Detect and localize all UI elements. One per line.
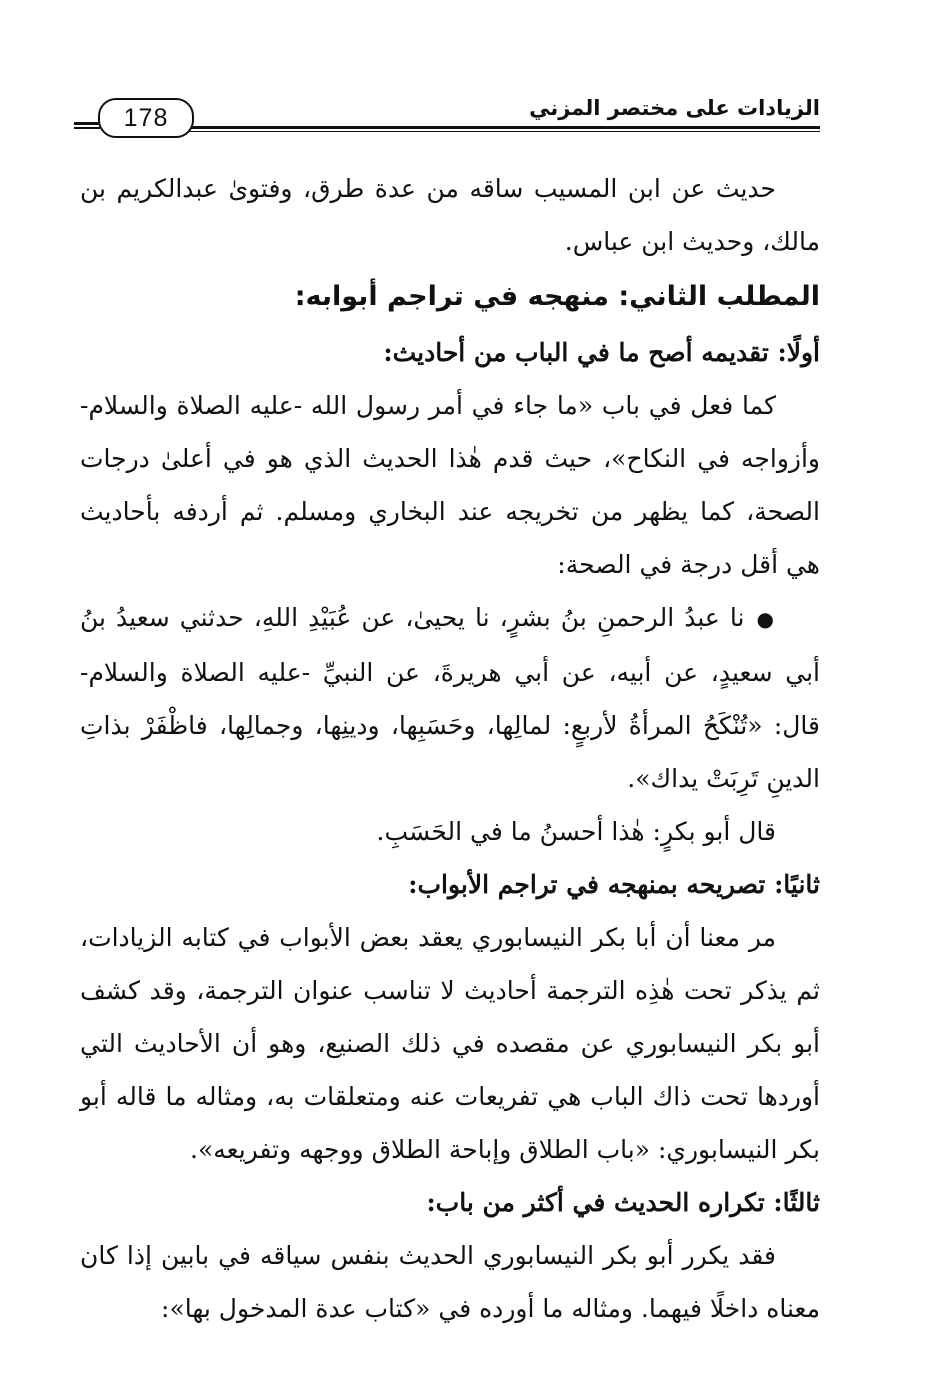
subheading-first: أولًا: تقديمه أصح ما في الباب من أحاديث:: [383, 338, 820, 367]
header-rule-stub: [74, 122, 100, 125]
running-title: الزيادات على مختصر المزني: [529, 96, 820, 120]
paragraph-repetition: فقد يكرر أبو بكر النيسابوري الحديث بنفس سياقه في بابين إذا كان معناه داخلًا فيهما. ومثاله ما أورده في «كتاب عدة المدخول بها»:: [80, 1241, 820, 1323]
page-header: [80, 92, 820, 136]
header-rule: [185, 126, 820, 129]
header-rule-thin: [185, 131, 820, 132]
hadith-block: [80, 591, 820, 805]
abu-bakr-note: قال أبو بكرٍ: هٰذا أحسنُ ما في الحَسَبِ.: [376, 817, 776, 846]
section-heading: المطلب الثاني: منهجه في تراجم أبوابه:: [294, 281, 820, 312]
page-number: 178: [98, 98, 194, 138]
header-rule-stub-thin: [74, 127, 100, 129]
page-body: [80, 162, 820, 1335]
bullet-icon: ●: [756, 607, 777, 631]
hadith-text: نا عبدُ الرحمنِ بنُ بشرٍ، نا يحيىٰ، عن عُبَيْدِ اللهِ، حدثني سعيدُ بنُ أبي سعيدٍ، عن أبيه، عن أبي هريرةَ، عن النبيِّ -عليه الصلاة والسلام- قال: «تُنْكَحُ المرأةُ لأربعٍ: لمالِها، وحَسَبِها، ودينِها، وجمالِها، فاظْفَرْ بذاتِ الدينِ تَرِبَتْ يداك».: [80, 603, 820, 793]
subheading-second: ثانيًا: تصريحه بمنهجه في تراجم الأبواب:: [408, 870, 820, 899]
paragraph-example: كما فعل في باب «ما جاء في أمر رسول الله -عليه الصلاة والسلام- وأزواجه في النكاح»، حيث قدم هٰذا الحديث الذي هو في أعلىٰ درجات الصحة، كما يظهر من تخريجه عند البخاري ومسلم. ثم أردفه بأحاديث هي أقل درجة في الصحة:: [80, 391, 820, 579]
paragraph-intro: حديث عن ابن المسيب ساقه من عدة طرق، وفتوىٰ عبدالكريم بن مالك، وحديث ابن عباس.: [80, 174, 820, 256]
paragraph-method: مر معنا أن أبا بكر النيسابوري يعقد بعض الأبواب في كتابه الزيادات، ثم يذكر تحت هٰذِه الترجمة أحاديث لا تناسب عنوان الترجمة، وقد كشف أبو بكر النيسابوري عن مقصده في ذلك الصنيع، وهو أن الأحاديث التي أوردها تحت ذاك الباب هي تفريعات عنه ومتعلقات به، ومثاله ما قاله أبو بكر النيسابوري: «باب الطلاق وإباحة الطلاق ووجهه وتفريعه».: [80, 923, 820, 1164]
subheading-third: ثالثًا: تكراره الحديث في أكثر من باب:: [426, 1188, 820, 1217]
